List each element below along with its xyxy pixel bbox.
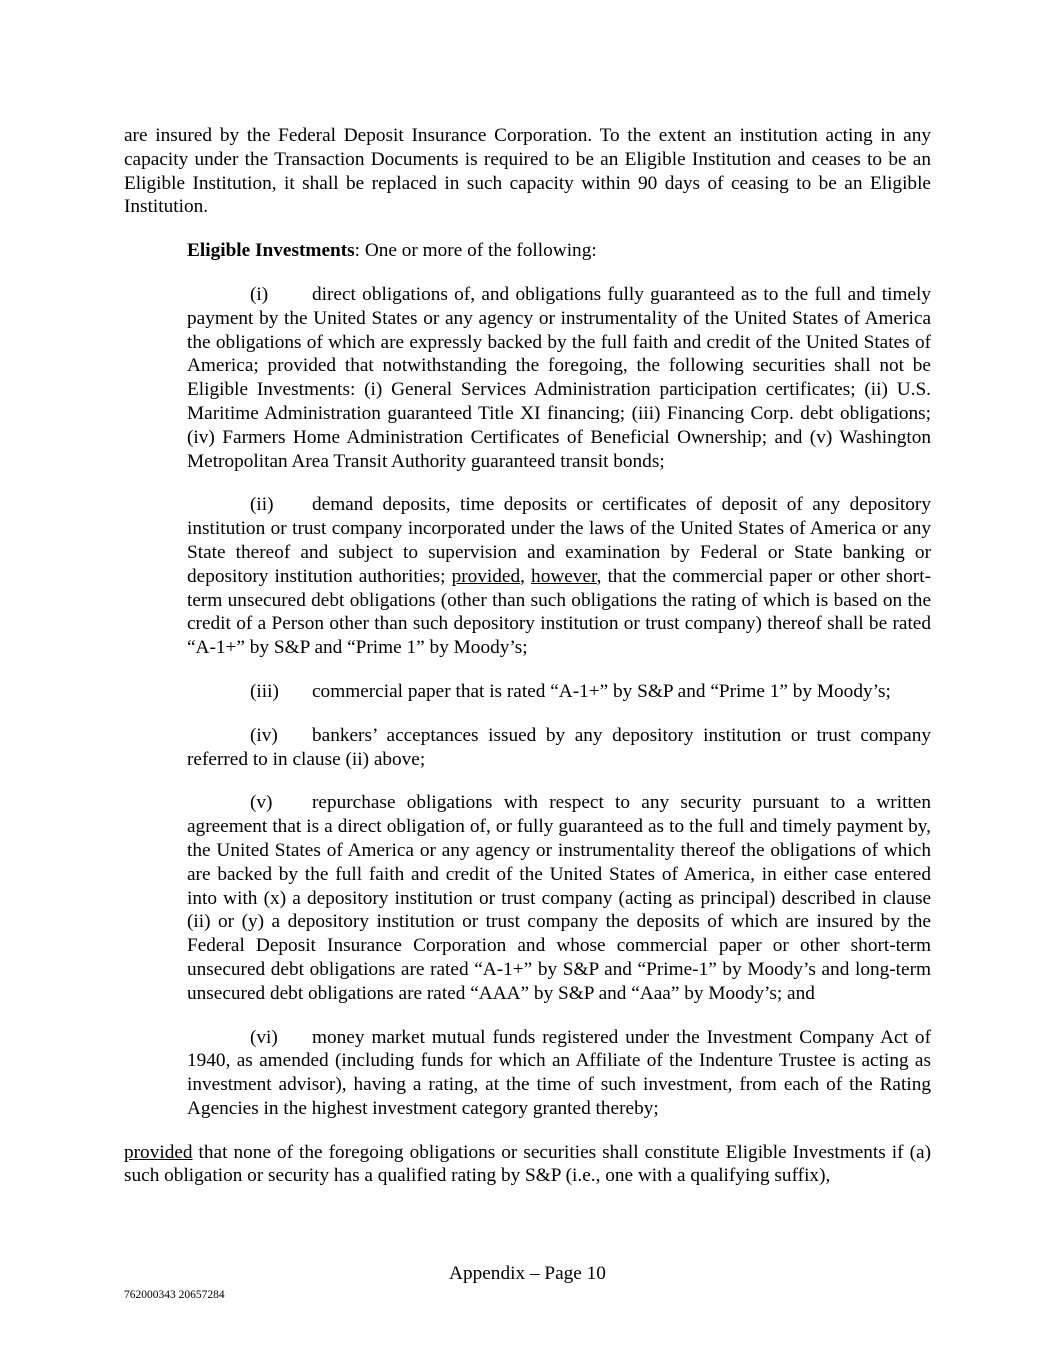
- closing-paragraph: [124, 1141, 931, 1189]
- eligible-investments-heading: [124, 239, 931, 263]
- item-text-comma: ,: [520, 565, 532, 587]
- document-id: 762000343 20657284: [124, 1289, 225, 1301]
- item-text: demand deposits, time deposits or certificates of deposit of any depository institution or trust company incorporated under the laws of the United States of America or any State thereof and subject to supervision and examination by Federal or State banking or depository institution authorities;: [187, 494, 931, 587]
- defined-term: Eligible Investments: [187, 240, 355, 262]
- item-number: (v): [250, 792, 273, 814]
- item-text: direct obligations of, and obligations fully guaranteed as to the full and timely payment by the United States or any agency or instrumentality of the United States of America the obligations of which are expressly backed by the full faith and credit of the United States of America; provided that notwithstanding the foregoing, the following securities shall not be Eligible Investments: (i) General Services Administration participation certificates; (ii) U.S. Maritime Administration guaranteed Title XI financing; (iii) Financing Corp. debt obligations; (iv) Farmers Home Administration Certificates of Beneficial Ownership; and (v) Washington Metropolitan Area Transit Authority guaranteed transit bonds;: [187, 283, 931, 472]
- list-item-i: [187, 283, 931, 473]
- item-number: (ii): [250, 494, 274, 516]
- item-text: money market mutual funds registered under the Investment Company Act of 1940, as amended (including funds for which an Affiliate of the Indenture Trustee is acting as investment advisor), having a rating, at the time of such investment, from each of the Rating Agencies in the highest investment category granted thereby;: [187, 1026, 931, 1119]
- closing-text: that none of the foregoing obligations or securities shall constitute Eligible Investments if (a) such obligation or security has a qualified rating by S&P (i.e., one with a qualifying suffix),: [124, 1141, 931, 1187]
- item-number: (iii): [250, 680, 279, 702]
- list-item-v: [187, 791, 931, 1005]
- however-term: however: [531, 565, 597, 587]
- item-number: (i): [250, 283, 269, 305]
- provided-term: provided: [124, 1141, 193, 1163]
- item-text: commercial paper that is rated “A-1+” by S&P and “Prime 1” by Moody’s;: [312, 680, 891, 702]
- item-text: bankers’ acceptances issued by any depository institution or trust company referred to in clause (ii) above;: [187, 724, 931, 770]
- item-text-continued: , that the commercial paper or other short-term unsecured debt obligations (other than such obligations the rating of which is based on the credit of a Person other than such depository institution or trust company) thereof shall be rated “A-1+” by S&P and “Prime 1” by Moody’s;: [187, 565, 931, 659]
- list-item-iii: [187, 680, 931, 704]
- list-item-iv: [187, 724, 931, 772]
- item-text: repurchase obligations with respect to any security pursuant to a written agreement that is a direct obligation of, or fully guaranteed as to the full and timely payment by, the United States of America or any agency or instrumentality thereof the obligations of which are backed by the full faith and credit of the United States of America, in either case entered into with (x) a depository institution or trust company (acting as principal) described in clause (ii) or (y) a depository institution or trust company the deposits of which are insured by the Federal Deposit Insurance Corporation and whose commercial paper or other short-term unsecured debt obligations are rated “A-1+” by S&P and “Prime-1” by Moody’s and long-term unsecured debt obligations are rated “AAA” by S&P and “Aaa” by Moody’s; and: [187, 792, 931, 1004]
- list-item-ii: [187, 493, 931, 660]
- intro-paragraph: are insured by the Federal Deposit Insurance Corporation. To the extent an institution acting in any capacity under the Transaction Documents is required to be an Eligible Institution and ceases to be an Eligible Institution, it shall be replaced in such capacity within 90 days of ceasing to be an Eligible Institution.: [124, 125, 931, 218]
- heading-lead: : One or more of the following:: [354, 240, 597, 262]
- list-item-vi: [187, 1026, 931, 1121]
- item-number: (vi): [250, 1026, 278, 1048]
- provided-term: provided: [451, 565, 521, 587]
- page-footer-label: Appendix – Page 10: [449, 1263, 606, 1284]
- document-body: [124, 124, 931, 1188]
- item-number: (iv): [250, 724, 278, 746]
